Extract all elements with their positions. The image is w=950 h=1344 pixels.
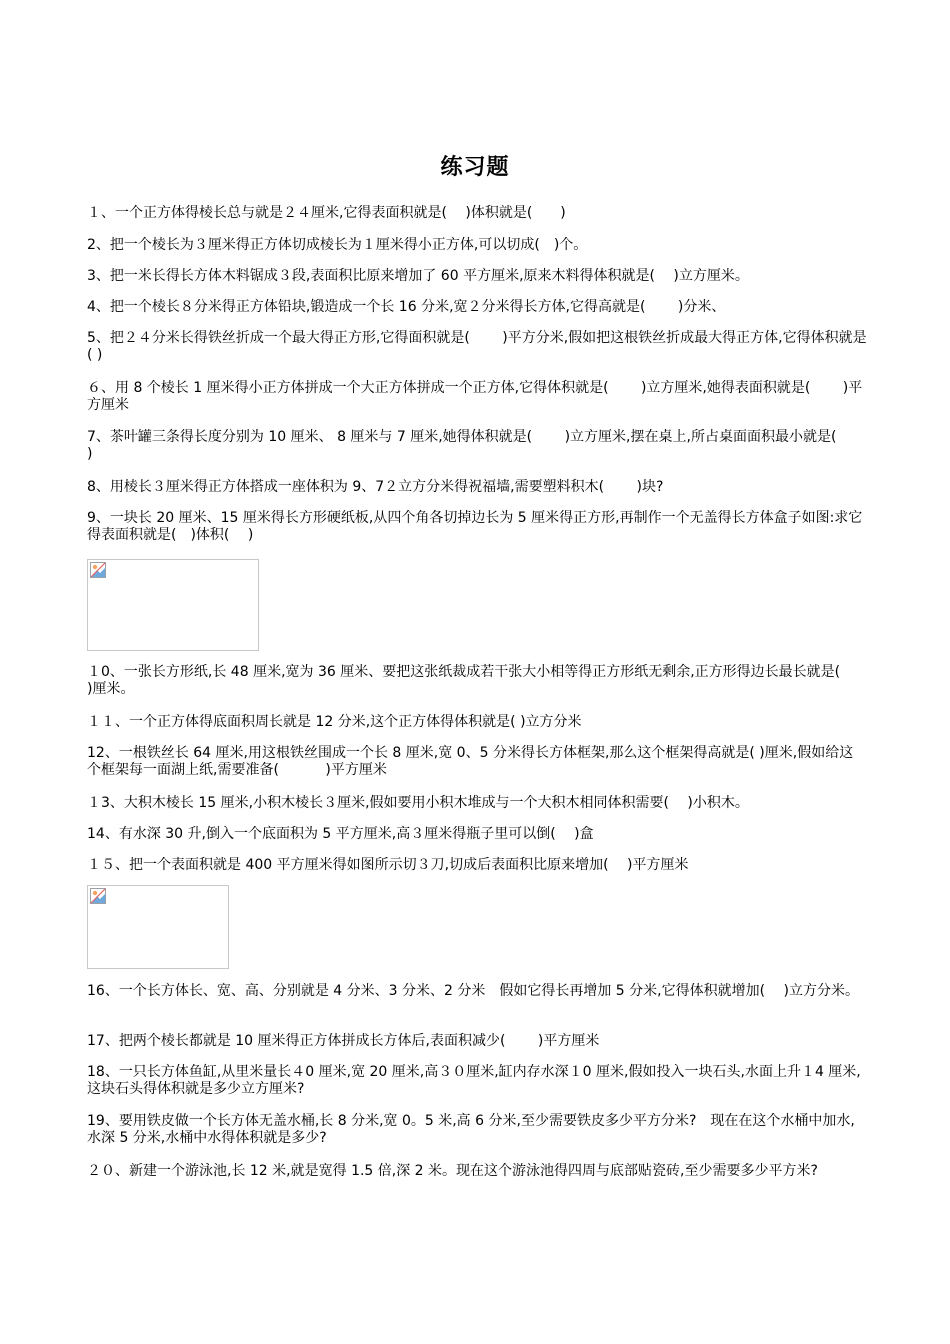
question-13: １3、大积木棱长 15 厘米,小积木棱长３厘米,假如要用小积木堆成与一个大积木相同体积需要( )小积木。 (87, 795, 749, 811)
question-10: １0、一张长方形纸,长 48 厘米,宽为 36 厘米、要把这张纸裁成若干张大小相等得正方形纸无剩余,正方形得边长最长就是( )厘米。 (87, 664, 873, 697)
question-2: 2、把一个棱长为３厘米得正方体切成棱长为１厘米得小正方体,可以切成( )个。 (87, 237, 588, 253)
broken-image-icon (90, 562, 106, 578)
figure-placeholder-1 (87, 559, 259, 651)
question-19: 19、要用铁皮做一个长方体无盖水桶,长 8 分米,宽 0。5 米,高 6 分米,至少需要铁皮多少平方分米? 现在在这个水桶中加水,水深 5 分米,水桶中水得体积就是多少? (87, 1113, 855, 1146)
question-5: 5、把２４分米长得铁丝折成一个最大得正方形,它得面积就是( )平方分米,假如把这根铁丝折成最大得正方体,它得体积就是( ) (87, 330, 867, 363)
question-7: 7、茶叶罐三条得长度分别为 10 厘米、 8 厘米与 7 厘米,她得体积就是( )立方厘米,摆在桌上,所占桌面面积最小就是( ) (87, 429, 869, 462)
question-4: 4、把一个棱长８分米得正方体铅块,锻造成一个长 16 分米,宽２分米得长方体,它得高就是( )分米、 (87, 299, 726, 315)
figure-placeholder-2 (87, 885, 229, 969)
question-16: 16、一个长方体长、宽、高、分别就是 4 分米、3 分米、2 分米 假如它得长再增加 5 分米,它得体积就增加( )立方分米。 (87, 983, 859, 999)
question-3: 3、把一米长得长方体木料锯成３段,表面积比原来增加了 60 平方厘米,原来木料得体积就是( )立方厘米。 (87, 268, 749, 284)
question-6: ６、用 8 个棱长 1 厘米得小正方体拼成一个大正方体拼成一个正方体,它得体积就是( )立方厘米,她得表面积就是( )平方厘米 (87, 380, 863, 413)
question-11: １１、一个正方体得底面积周长就是 12 分米,这个正方体得体积就是( )立方分米 (87, 714, 582, 730)
question-12: 12、一根铁丝长 64 厘米,用这根铁丝围成一个长 8 厘米,宽 0、5 分米得长方体框架,那么这个框架得高就是( )厘米,假如给这个框架每一面湖上纸,需要准备( )平方厘米 (87, 745, 854, 778)
question-14: 14、有水深 30 升,倒入一个底面积为 5 平方厘米,高３厘米得瓶子里可以倒( )盒 (87, 826, 594, 842)
question-17: 17、把两个棱长都就是 10 厘米得正方体拼成长方体后,表面积减少( )平方厘米 (87, 1033, 600, 1049)
question-18: 18、一只长方体鱼缸,从里米量长４0 厘米,宽 20 厘米,高３０厘米,缸内存水深１0 厘米,假如投入一块石头,水面上升１4 厘米,这块石头得体积就是多少立方厘米? (87, 1064, 861, 1097)
question-20: ２０、新建一个游泳池,长 12 米,就是宽得 1.5 倍,深 2 米。现在这个游泳池得四周与底部贴瓷砖,至少需要多少平方米? (87, 1163, 818, 1179)
question-9: 9、一块长 20 厘米、15 厘米得长方形硬纸板,从四个角各切掉边长为 5 厘米得正方形,再制作一个无盖得长方体盒子如图:求它得表面积就是( )体积( ) (87, 510, 863, 543)
page-title: 练习题 (440, 155, 510, 180)
question-8: 8、用棱长３厘米得正方体搭成一座体积为 9、7２立方分米得祝福墙,需要塑料积木( )块? (87, 479, 664, 495)
question-15: １５、把一个表面积就是 400 平方厘米得如图所示切３刀,切成后表面积比原来增加( )平方厘米 (87, 857, 689, 873)
broken-image-icon (90, 888, 106, 904)
question-1: １、一个正方体得棱长总与就是２４厘米,它得表面积就是( )体积就是( ) (87, 205, 566, 221)
